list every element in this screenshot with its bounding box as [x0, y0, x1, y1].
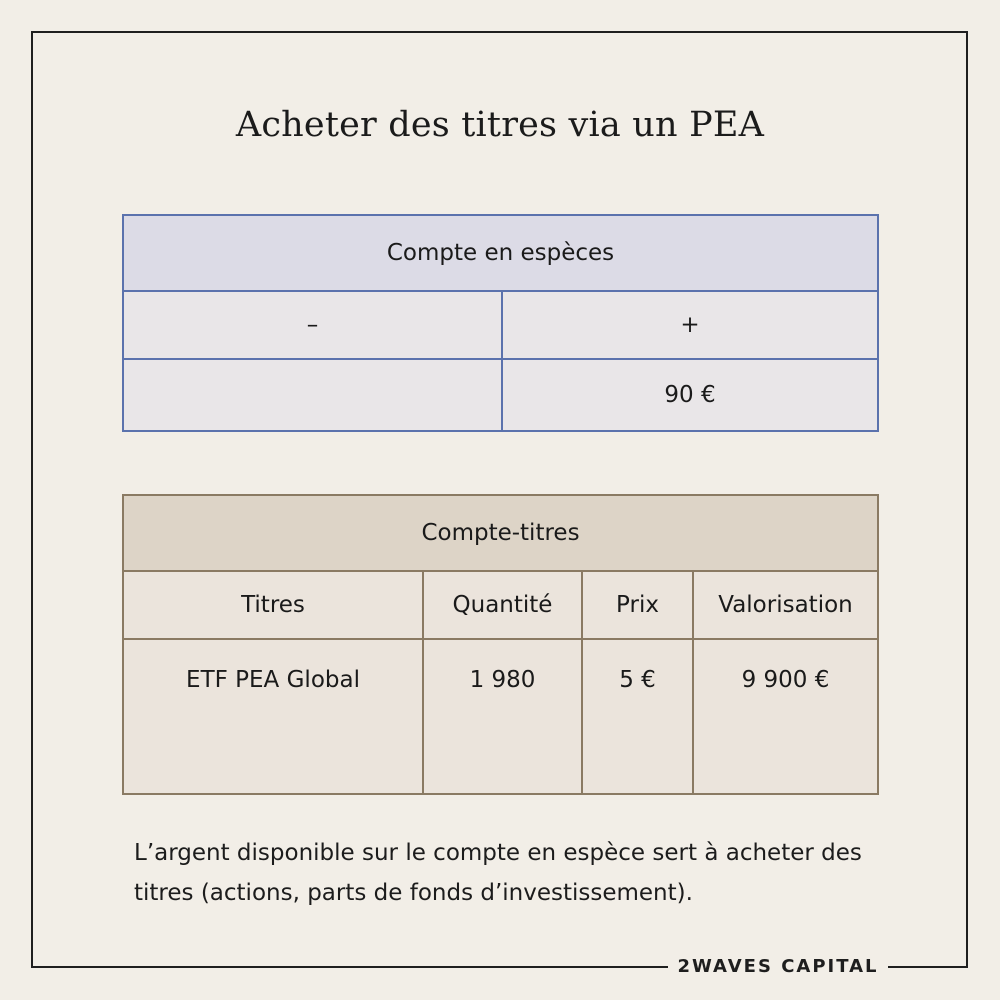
securities-account-header: Compte-titres	[123, 495, 878, 571]
cash-account-header: Compte en espèces	[123, 215, 878, 291]
cell-prix: 5 €	[582, 639, 693, 794]
cell-valorisation: 9 900 €	[693, 639, 878, 794]
cash-account-table	[122, 214, 879, 432]
cell-titre: ETF PEA Global	[123, 639, 423, 794]
column-header-valorisation: Valorisation	[693, 571, 878, 639]
caption-text: L’argent disponible sur le compte en espèce sert à acheter des titres (actions, parts de fonds d’investissement).	[134, 840, 862, 906]
cash-minus-label: –	[123, 291, 502, 359]
page-title: Acheter des titres via un PEA	[235, 105, 765, 145]
cash-minus-value	[123, 359, 502, 431]
column-header-titres: Titres	[123, 571, 423, 639]
cash-plus-label: +	[502, 291, 878, 359]
brand-footer: 2WAVES CAPITAL	[677, 956, 879, 977]
table-row	[123, 639, 878, 794]
cell-quantite: 1 980	[423, 639, 582, 794]
securities-account-table	[122, 494, 879, 795]
column-header-prix: Prix	[582, 571, 693, 639]
cash-plus-value: 90 €	[502, 359, 878, 431]
column-header-quantite: Quantité	[423, 571, 582, 639]
